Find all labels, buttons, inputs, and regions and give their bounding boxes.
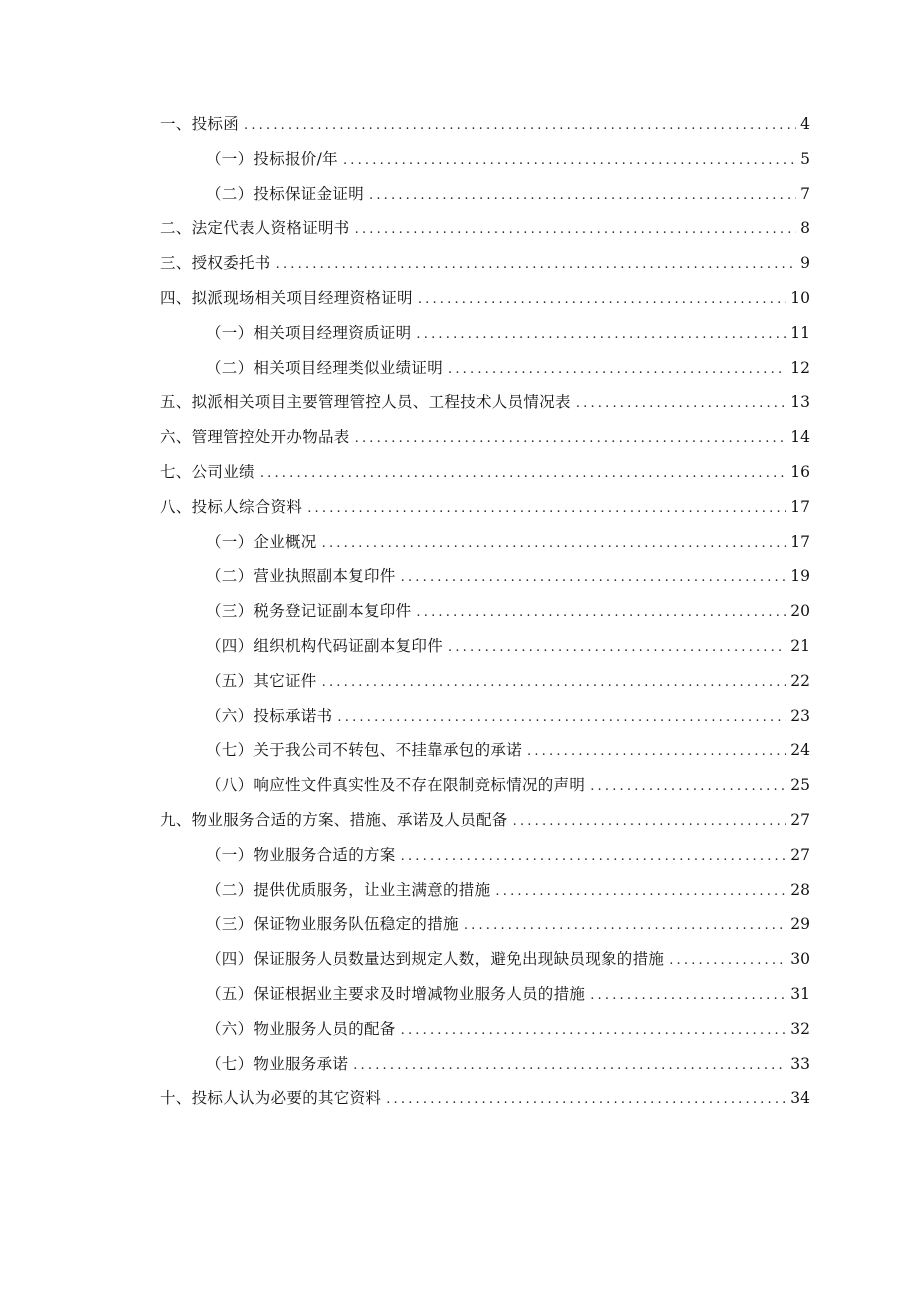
toc-entry[interactable] xyxy=(160,559,810,594)
toc-entry[interactable] xyxy=(160,942,810,977)
toc-dot-leader xyxy=(276,248,797,283)
toc-dot-leader xyxy=(322,666,787,701)
toc-entry-page-number: 24 xyxy=(790,741,810,760)
toc-dot-leader xyxy=(355,422,787,457)
toc-entry-title: （四）保证服务人员数量达到规定人数，避免出现缺员现象的措施 xyxy=(206,950,665,969)
toc-entry-title: 七、公司业绩 xyxy=(160,462,255,481)
toc-dot-leader xyxy=(513,805,787,840)
toc-entry-title: （二）投标保证金证明 xyxy=(206,184,365,203)
toc-entry[interactable] xyxy=(160,977,810,1012)
toc-entry-title: （三）保证物业服务队伍稳定的措施 xyxy=(206,915,459,934)
toc-dot-leader xyxy=(244,109,796,144)
toc-dot-leader xyxy=(669,944,786,979)
toc-entry[interactable] xyxy=(160,629,810,664)
toc-entry-page-number: 32 xyxy=(790,1019,810,1038)
toc-dot-leader xyxy=(418,283,786,318)
toc-entry[interactable] xyxy=(160,838,810,873)
toc-entry-page-number: 29 xyxy=(790,915,810,934)
toc-entry-page-number: 33 xyxy=(790,1054,810,1073)
toc-entry-page-number: 5 xyxy=(800,149,810,168)
toc-entry[interactable] xyxy=(160,316,810,351)
toc-entry-title: （七）关于我公司不转包、不挂靠承包的承诺 xyxy=(206,741,523,760)
toc-entry[interactable] xyxy=(160,211,810,246)
toc-dot-leader xyxy=(369,179,796,214)
toc-entry-page-number: 4 xyxy=(800,115,810,133)
table-of-contents xyxy=(160,107,810,1116)
toc-entry-page-number: 10 xyxy=(790,288,810,307)
toc-entry-page-number: 22 xyxy=(790,671,810,690)
toc-entry-page-number: 27 xyxy=(790,845,810,864)
toc-dot-leader xyxy=(590,979,786,1014)
toc-entry-title: （五）保证根据业主要求及时增减物业服务人员的措施 xyxy=(206,984,586,1003)
toc-entry-page-number: 8 xyxy=(800,219,810,238)
toc-dot-leader xyxy=(401,561,787,596)
toc-entry-title: 四、拟派现场相关项目经理资格证明 xyxy=(160,288,413,307)
toc-entry-page-number: 11 xyxy=(790,323,810,342)
toc-entry-title: （五）其它证件 xyxy=(206,671,317,690)
toc-entry[interactable] xyxy=(160,664,810,699)
toc-entry-page-number: 20 xyxy=(790,602,810,621)
toc-entry[interactable] xyxy=(160,803,810,838)
toc-entry[interactable] xyxy=(160,907,810,942)
toc-dot-leader xyxy=(401,840,787,875)
toc-dot-leader xyxy=(416,318,786,353)
toc-entry-page-number: 7 xyxy=(800,184,810,203)
toc-entry-title: （六）投标承诺书 xyxy=(206,706,333,725)
toc-dot-leader xyxy=(353,1049,786,1084)
toc-entry-page-number: 12 xyxy=(790,358,810,377)
toc-entry-page-number: 23 xyxy=(790,706,810,725)
toc-entry-page-number: 13 xyxy=(790,393,810,412)
toc-entry[interactable] xyxy=(160,733,810,768)
toc-dot-leader xyxy=(448,353,786,388)
toc-entry-title: （六）物业服务人员的配备 xyxy=(206,1019,396,1038)
toc-dot-leader xyxy=(343,144,796,179)
toc-entry-page-number: 17 xyxy=(790,532,810,551)
toc-entry[interactable] xyxy=(160,455,810,490)
toc-entry-page-number: 9 xyxy=(800,254,810,273)
toc-dot-leader xyxy=(448,631,786,666)
toc-entry-page-number: 28 xyxy=(790,880,810,899)
toc-entry[interactable] xyxy=(160,1081,810,1116)
toc-entry-page-number: 17 xyxy=(790,497,810,516)
toc-entry[interactable] xyxy=(160,768,810,803)
toc-entry-title: （二）营业执照副本复印件 xyxy=(206,567,396,586)
toc-entry[interactable] xyxy=(160,699,810,734)
toc-entry[interactable] xyxy=(160,385,810,420)
toc-dot-leader xyxy=(386,1083,786,1118)
toc-entry[interactable] xyxy=(160,594,810,629)
toc-entry[interactable] xyxy=(160,246,810,281)
toc-entry-title: （三）税务登记证副本复印件 xyxy=(206,602,412,621)
toc-dot-leader xyxy=(355,213,797,248)
toc-entry-page-number: 34 xyxy=(790,1089,810,1108)
toc-entry[interactable] xyxy=(160,525,810,560)
toc-dot-leader xyxy=(590,770,786,805)
toc-entry-page-number: 19 xyxy=(790,567,810,586)
toc-entry-page-number: 31 xyxy=(790,984,810,1003)
toc-entry[interactable] xyxy=(160,1047,810,1082)
toc-dot-leader xyxy=(322,527,787,562)
toc-dot-leader xyxy=(416,596,786,631)
toc-entry[interactable] xyxy=(160,420,810,455)
toc-entry-title: 一、投标函 xyxy=(160,115,240,133)
toc-dot-leader xyxy=(495,875,786,910)
toc-entry-page-number: 21 xyxy=(790,636,810,655)
toc-dot-leader xyxy=(464,909,786,944)
toc-entry[interactable] xyxy=(160,281,810,316)
toc-entry-title: 八、投标人综合资料 xyxy=(160,497,303,516)
toc-entry-title: （一）企业概况 xyxy=(206,532,317,551)
toc-entry-page-number: 30 xyxy=(790,950,810,969)
toc-entry-title: （四）组织机构代码证副本复印件 xyxy=(206,636,444,655)
toc-entry-title: （七）物业服务承诺 xyxy=(206,1054,349,1073)
toc-entry[interactable] xyxy=(160,1012,810,1047)
toc-entry-title: （二）提供优质服务，让业主满意的措施 xyxy=(206,880,491,899)
toc-entry-title: （八）响应性文件真实性及不存在限制竞标情况的声明 xyxy=(206,776,586,795)
toc-entry-title: 二、法定代表人资格证明书 xyxy=(160,219,350,238)
toc-dot-leader xyxy=(260,457,786,492)
toc-entry-title: 六、管理管控处开办物品表 xyxy=(160,428,350,447)
toc-entry-title: 十、投标人认为必要的其它资料 xyxy=(160,1089,382,1108)
toc-dot-leader xyxy=(401,1014,787,1049)
toc-entry-page-number: 14 xyxy=(790,428,810,447)
toc-entry-title: 三、授权委托书 xyxy=(160,254,271,273)
toc-dot-leader xyxy=(337,701,786,736)
toc-entry-title: （一）相关项目经理资质证明 xyxy=(206,323,412,342)
toc-entry-page-number: 16 xyxy=(790,462,810,481)
toc-entry[interactable] xyxy=(160,142,810,177)
toc-entry-title: 五、拟派相关项目主要管理管控人员、工程技术人员情况表 xyxy=(160,393,571,412)
toc-entry-title: （一）物业服务合适的方案 xyxy=(206,845,396,864)
toc-entry-page-number: 25 xyxy=(790,776,810,795)
toc-entry-title: （二）相关项目经理类似业绩证明 xyxy=(206,358,444,377)
toc-entry-title: 九、物业服务合适的方案、措施、承诺及人员配备 xyxy=(160,810,508,829)
toc-dot-leader xyxy=(527,735,786,770)
toc-entry-title: （一）投标报价/年 xyxy=(206,149,338,168)
toc-entry[interactable] xyxy=(160,490,810,525)
toc-entry[interactable] xyxy=(160,107,810,142)
toc-entry[interactable] xyxy=(160,177,810,212)
toc-entry-page-number: 27 xyxy=(790,810,810,829)
toc-entry[interactable] xyxy=(160,351,810,386)
toc-dot-leader xyxy=(576,387,786,422)
toc-entry[interactable] xyxy=(160,873,810,908)
toc-dot-leader xyxy=(307,492,786,527)
